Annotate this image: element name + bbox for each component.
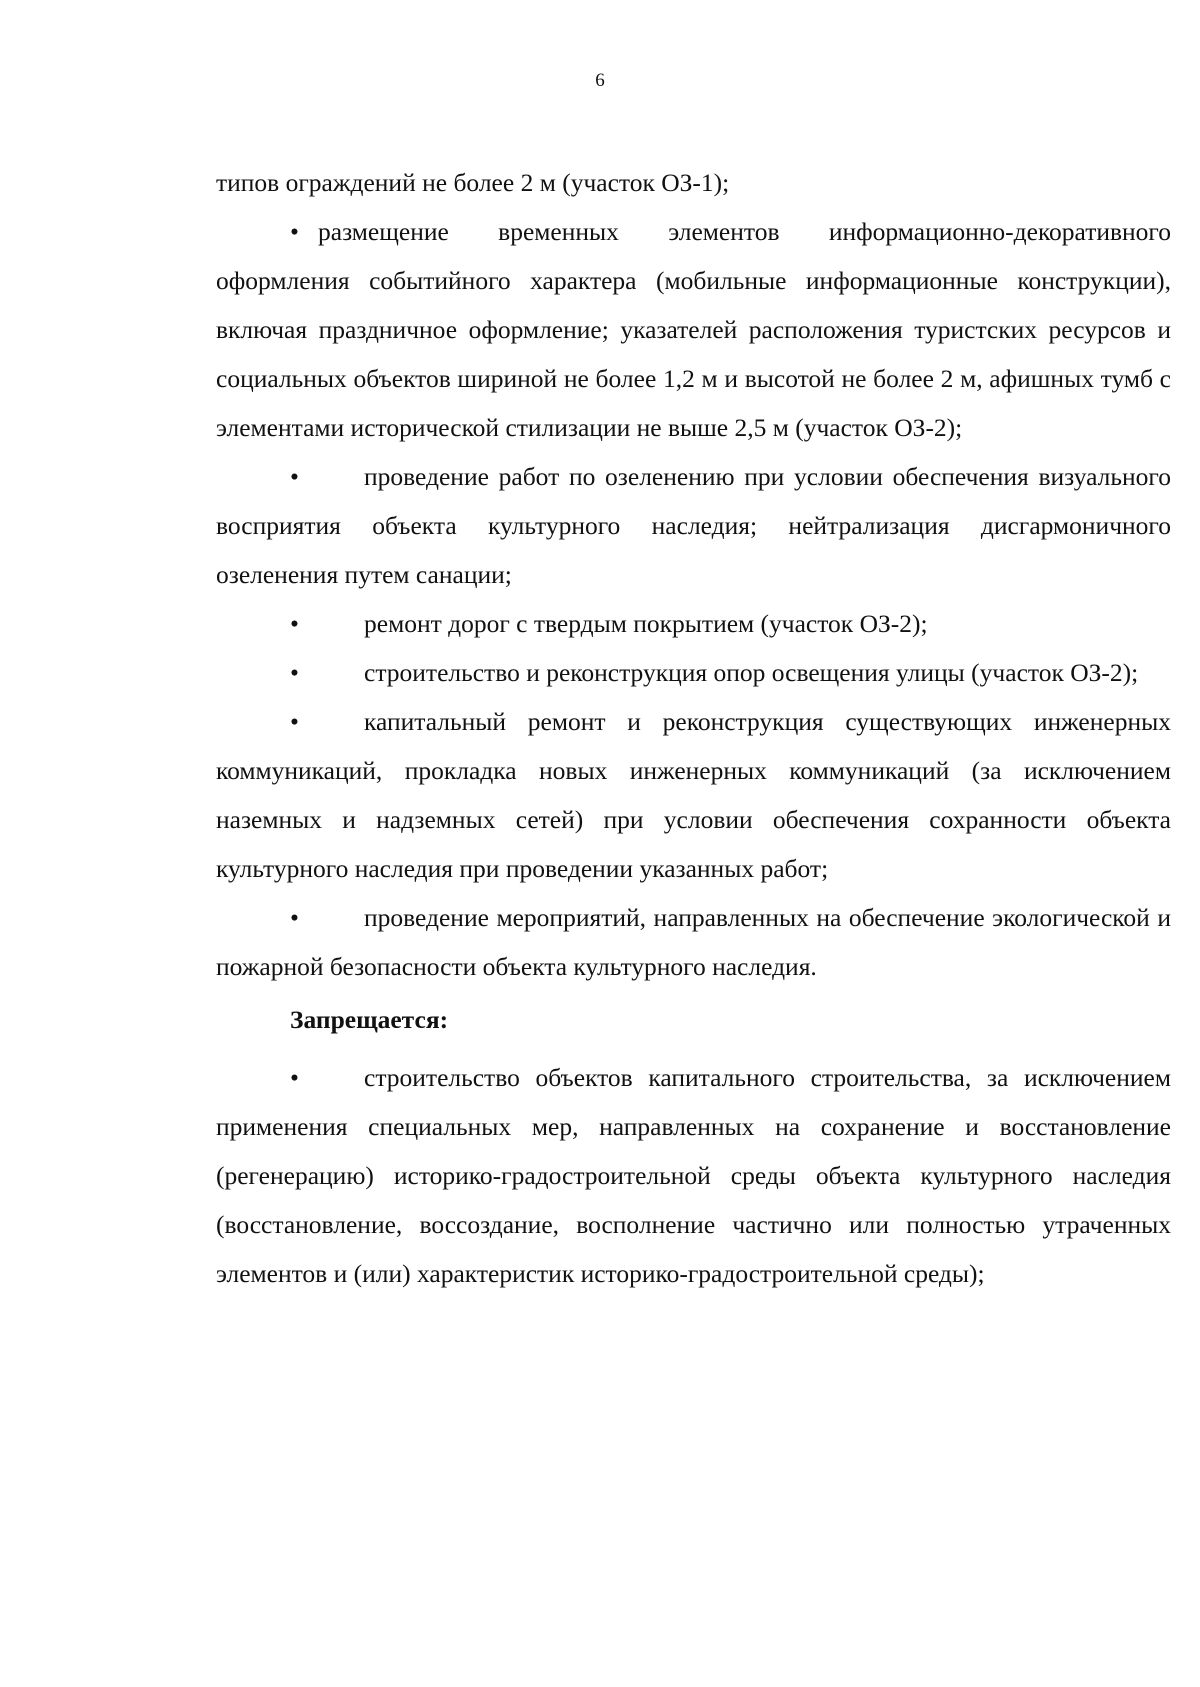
document-body xyxy=(216,158,1171,1298)
list-item xyxy=(216,697,1171,893)
section-heading: Запрещается: xyxy=(290,1005,449,1034)
page-number: 6 xyxy=(595,70,605,91)
list-item-text: капитальный ремонт и реконструкция существующих инженерных коммуникаций, прокладка новых инженерных коммуникаций (за исключением наземных и надземных сетей) при условии обеспечения сохранности объекта культурного наследия при проведении указанных работ; xyxy=(216,707,1171,883)
bullet-icon: • xyxy=(290,1063,299,1092)
bullet-icon: • xyxy=(290,462,299,491)
list-item-text: проведение мероприятий, направленных на обеспечение экологической и пожарной безопасности объекта культурного наследия. xyxy=(216,903,1171,981)
list-item xyxy=(216,1053,1171,1298)
bullet-icon: • xyxy=(290,217,299,246)
list-item-text: проведение работ по озеленению при условии обеспечения визуального восприятия объекта культурного наследия; нейтрализация дисгармоничного озеленения путем санации; xyxy=(216,462,1171,589)
list-item xyxy=(216,599,1171,648)
bullet-icon: • xyxy=(290,903,299,932)
list-item-text: строительство объектов капитального строительства, за исключением применения специальных мер, направленных на сохранение и восстановление (регенерацию) историко-градостроительной среды объекта культурного наследия (восстановление, воссоздание, восполнение частично или полностью утраченных элементов и (или) характеристик историко-градостроительной среды); xyxy=(216,1063,1171,1288)
list-item xyxy=(216,893,1171,991)
bullet-icon: • xyxy=(290,707,299,736)
bullet-icon: • xyxy=(290,609,299,638)
list-item-text: строительство и реконструкция опор освещения улицы (участок ОЗ-2); xyxy=(364,658,1139,687)
list-item xyxy=(216,452,1171,599)
bullet-icon: • xyxy=(290,658,299,687)
list-item xyxy=(216,648,1171,697)
list-item-text: ремонт дорог с твердым покрытием (участок ОЗ-2); xyxy=(364,609,928,638)
list-item-text: размещение временных элементов информационно-декоративного оформления событийного характера (мобильные информационные конструкции), включая праздничное оформление; указателей расположения туристских ресурсов и социальных объектов шириной не более 1,2 м и высотой не более 2 м, афишных тумб с элементами исторической стилизации не выше 2,5 м (участок ОЗ-2); xyxy=(216,217,1171,442)
paragraph-continuation: типов ограждений не более 2 м (участок ОЗ-1); xyxy=(216,168,730,197)
list-item xyxy=(216,207,1171,452)
